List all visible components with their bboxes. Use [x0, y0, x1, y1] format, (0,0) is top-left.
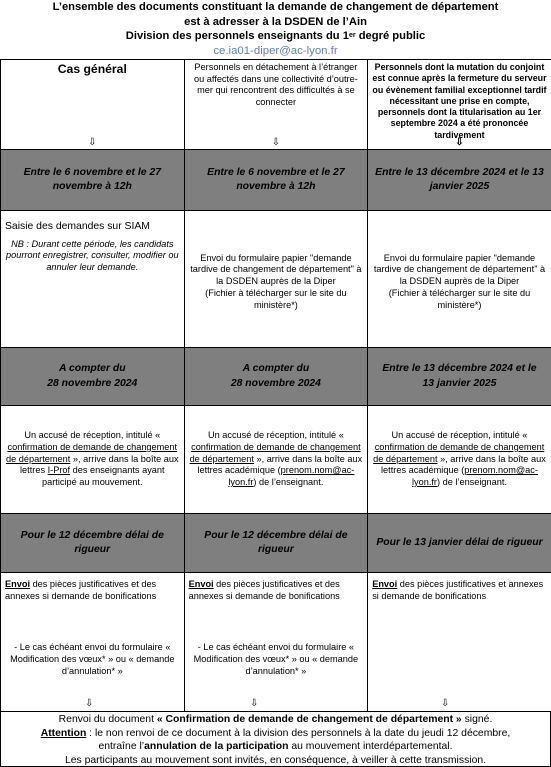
category-title: Personnels dont la mutation du conjoint est connue après la fermeture du serveur ou évènement familial exceptionnel tardif nécessitant une prise en compte, personnels dont la titularisation au 1er septembre 2024 a été prononcée tardivement [372, 62, 547, 140]
footer-text: : le non renvoi de ce document à la division des personnels à la date du jeudi 12 décembre, [86, 727, 511, 739]
paper-form-text: Envoi du formulaire papier "demande tardive de changement de département" à la DSDEN auprès de la Diper [190, 252, 362, 287]
period-line-1: A compter du [59, 363, 126, 374]
period-row-1 [1, 150, 551, 211]
category-cell-detachement [184, 60, 368, 150]
period-cell [1, 348, 185, 406]
iprof-link[interactable]: I-Prof [47, 465, 71, 476]
header-line-3 [0, 29, 551, 44]
acknowledgement-row [1, 406, 551, 514]
header-line-3-end: degré public [355, 30, 426, 42]
period-line-2: 28 novembre 2024 [230, 377, 321, 389]
ack-cell [368, 406, 551, 514]
header-line-3-text: Division des personnels enseignants du 1 [125, 30, 349, 42]
procedure-table [0, 59, 551, 712]
footer-line-4: Les participants au mouvement sont invités, en conséquence, à veiller à cette transmission. [64, 754, 487, 766]
envoi-text: des pièces justificatives et annexes si demande de bonifications [372, 579, 544, 601]
footer-line-1 [1, 713, 550, 727]
ack-text: des enseignants ayant participé au mouvement. [41, 465, 165, 488]
ack-text: Un accusé de réception, intitulé « [207, 430, 344, 441]
document-header [0, 0, 551, 60]
envoi-label: Envoi [188, 579, 214, 589]
header-line-1: L’ensemble des documents constituant la demande de changement de département [52, 1, 499, 13]
header-line-3-sup: er [348, 32, 356, 39]
paper-form-text: Envoi du formulaire papier "demande tardive de changement de département" à la DSDEN auprès de la Diper [373, 252, 546, 287]
footer-bold-text: annulation de la participation [144, 741, 289, 752]
email-link[interactable]: prenom.nom@ac-lyon.fr [228, 465, 355, 488]
envoi-text: des pièces justificatives et des annexes si demande de bonifications [5, 579, 157, 601]
ack-text: », arrive dans la boîte aux lettres académique ( [381, 453, 546, 476]
footer-line-3 [1, 740, 550, 754]
ack-cell [1, 406, 185, 514]
period-line-2: 28 novembre 2024 [47, 377, 138, 389]
documents-cell [1, 573, 185, 712]
attention-label: Attention [40, 727, 87, 739]
envoi-label: Envoi [372, 579, 398, 589]
period-cell: Entre le 6 novembre et le 27 novembre à 12h [184, 150, 368, 211]
header-line-2: est à adresser à la DSDEN de l’Ain [184, 15, 367, 28]
siam-title: Saisie des demandes sur SIAM [5, 221, 150, 232]
paper-form-note: (Fichier à télécharger sur le site du ministère*) [388, 287, 531, 310]
documents-cell [184, 573, 368, 712]
period-row-2 [1, 348, 551, 406]
down-arrow-icon: ⇩ [88, 137, 97, 148]
documents-row [1, 573, 551, 712]
down-arrow-icon: ⇩ [441, 698, 450, 709]
paper-form-cell [368, 211, 551, 348]
category-cell-tardif [368, 60, 551, 150]
deadline-cell: Pour le 12 décembre délai de rigueur [184, 514, 368, 573]
paper-form-cell [184, 211, 368, 348]
ack-text: », arrive dans la boîte aux lettres académique ( [197, 453, 363, 476]
period-line-1: Entre le 13 décembre 2024 et le [382, 363, 537, 374]
category-title: Personnels en détachement à l’étranger ou affectés dans une collectivité d’outre-mer qui rencontrent des difficultés à se connecter [194, 62, 358, 108]
down-arrow-icon: ⇩ [85, 698, 94, 709]
period-cell [184, 348, 368, 406]
bottom-arrows [0, 698, 551, 710]
envoi-label: Envoi [5, 579, 31, 589]
deadline-row [1, 514, 551, 573]
siam-cell [1, 211, 185, 348]
footer-text: signé. [461, 714, 493, 725]
documents-cell [368, 573, 551, 712]
email-link[interactable]: prenom.nom@ac-lyon.fr [411, 465, 538, 488]
category-row [1, 60, 551, 150]
ack-doc-name: confirmation de demande de changement de département [189, 441, 361, 464]
ack-doc-name: confirmation de demande de changement de département [373, 441, 545, 464]
down-arrow-icon: ⇩ [271, 137, 281, 148]
period-cell [368, 348, 551, 406]
footer-line-2 [1, 727, 550, 741]
ack-text: », arrive dans la boîte aux lettres [20, 453, 179, 476]
footer-text: Renvoi du document [58, 714, 157, 725]
extra-form-text: - Le cas échéant envoi du formulaire « Modification des vœux* » ou « demande d’annulation* » [10, 642, 175, 676]
footer-text: au mouvement interdépartemental. [288, 741, 453, 752]
category-title: Cas général [57, 62, 127, 76]
footer-text: entraîne l’ [98, 741, 145, 752]
deadline-cell: Pour le 13 janvier délai de rigueur [368, 514, 551, 573]
paper-form-note: (Fichier à télécharger sur le site du ministère*) [205, 287, 347, 310]
period-cell: Entre le 13 décembre 2024 et le 13 janvier 2025 [368, 150, 551, 211]
ack-text: ) de l’enseignant. [437, 477, 507, 488]
contact-email-link[interactable]: ce.ia01-diper@ac-lyon.fr [213, 44, 338, 57]
deadline-cell: Pour le 12 décembre délai de rigueur [1, 514, 185, 573]
submission-row [1, 211, 551, 348]
ack-text: ) de l’enseignant. [253, 477, 324, 488]
ack-text: Un accusé de réception, intitulé « [391, 430, 528, 441]
ack-text: Un accusé de réception, intitulé « [24, 430, 161, 441]
footer-notice [0, 711, 551, 767]
period-line-2: 13 janvier 2025 [422, 377, 497, 389]
down-arrow-icon: ⇩ [455, 137, 464, 148]
ack-cell [184, 406, 368, 514]
extra-form-text: - Le cas échéant envoi du formulaire « Modification des vœux* » ou « demande d’annulation* » [193, 642, 359, 676]
envoi-text: des pièces justificatives et des annexes si demande de bonifications [188, 579, 340, 601]
ack-doc-name: confirmation de demande de changement de département [5, 441, 178, 464]
siam-note: NB : Durant cette période, les candidats pourront enregistrer, consulter, modifier ou annuler leur demande. [5, 238, 179, 273]
footer-doc-name: « Confirmation de demande de changement de département » [156, 714, 462, 725]
period-cell: Entre le 6 novembre et le 27 novembre à 12h [1, 150, 185, 211]
category-cell-general [1, 60, 185, 150]
period-line-1: A compter du [242, 363, 310, 374]
down-arrow-icon: ⇩ [250, 698, 259, 709]
